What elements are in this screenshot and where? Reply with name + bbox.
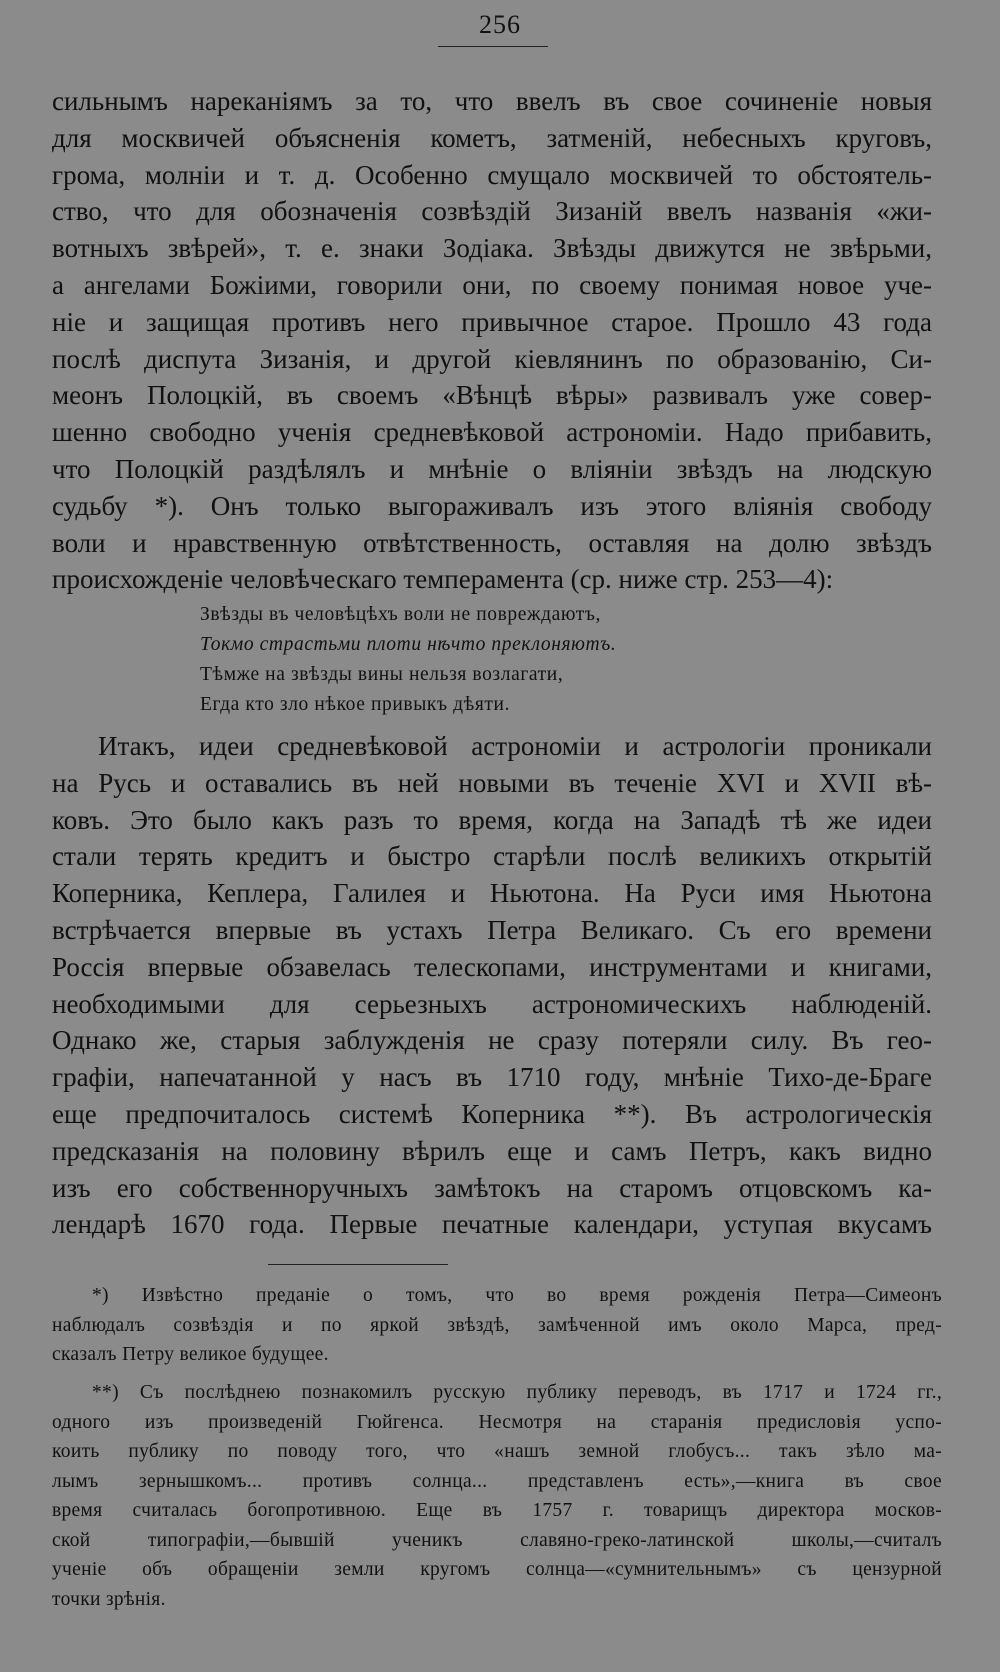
text-line: изъ его собственноручныхъ замѣтокъ на старомъ отцовскомъ ка- bbox=[52, 1172, 932, 1203]
verse-quote bbox=[200, 600, 820, 720]
text-line: воли и нравственную отвѣтственность, оставляя на долю звѣздъ bbox=[52, 527, 932, 558]
text-line: ніе и защищая противъ него привычное старое. Прошло 43 года bbox=[52, 306, 932, 337]
footnote-line: одного изъ произведеній Гюйгенса. Несмотря на старанія предисловія успо- bbox=[52, 1411, 942, 1433]
verse-line: Звѣзды въ человѣцѣхъ воли не повреждаютъ, bbox=[200, 604, 602, 625]
text-line: встрѣчается впервые въ устахъ Петра Великаго. Съ его времени bbox=[52, 914, 932, 945]
text-line: послѣ диспута Зизанія, и другой кіевлянинъ по образованію, Си- bbox=[52, 343, 932, 374]
paragraph-1 bbox=[52, 83, 932, 598]
text-line: что Полоцкій раздѣлялъ и мнѣніе о вліяніи звѣздъ на людскую bbox=[52, 453, 932, 484]
text-line: предсказанія на половину вѣрилъ еще и самъ Петръ, какъ видно bbox=[52, 1135, 932, 1166]
footnote-line: наблюдалъ созвѣздія и по яркой звѣздѣ, замѣченной имъ около Марса, пред- bbox=[52, 1314, 942, 1336]
footnote-1 bbox=[52, 1281, 942, 1370]
footnote-line: коить публику по поводу того, что «нашъ земной глобусъ... такъ зѣло ма- bbox=[52, 1441, 942, 1462]
footnote-line: *) Извѣстно преданіе о томъ, что во время рожденія Петра—Симеонъ bbox=[92, 1285, 942, 1306]
text-line: вотныхъ звѣрей», т. е. знаки Зодіака. Звѣзды движутся не звѣрьми, bbox=[52, 233, 932, 264]
text-line: Россія впервые обзавелась телескопами, инструментами и книгами, bbox=[52, 951, 932, 982]
text-line: для москвичей объясненія кометъ, затменій, небесныхъ круговъ, bbox=[52, 122, 932, 153]
text-line: ство, что для обозначенія созвѣздій Зизаній ввелъ названія «жи- bbox=[52, 196, 932, 227]
text-line: судьбу *). Онъ только выгораживалъ изъ этого вліянія свободу bbox=[52, 490, 932, 521]
text-line: шенно свободно ученія средневѣковой астрономіи. Надо прибавить, bbox=[52, 417, 932, 448]
footnote-line: точки зрѣнія. bbox=[52, 1588, 166, 1610]
text-line: стали терять кредитъ и быстро старѣли послѣ великихъ открытій bbox=[52, 841, 932, 872]
verse-line: Егда кто зло нѣкое привыкъ дѣяти. bbox=[200, 694, 511, 715]
text-line: лендарѣ 1670 года. Первые печатные календари, уступая вкусамъ bbox=[52, 1209, 932, 1240]
text-line: на Русь и оставались въ ней новыми въ теченіе XVI и XVII вѣ- bbox=[52, 767, 932, 798]
verse-line: Тѣмже на звѣзды вины нельзя возлагати, bbox=[200, 664, 564, 685]
text-line: меонъ Полоцкій, въ своемъ «Вѣнцѣ вѣры» развивалъ уже совер- bbox=[52, 380, 932, 411]
text-line: еще предпочиталось системѣ Коперника **). Въ астрологическія bbox=[52, 1098, 932, 1129]
text-line: грома, молніи и т. д. Особенно смущало москвичей то обстоятель- bbox=[52, 159, 932, 190]
text-line: графіи, напечатанной у насъ въ 1710 году, мнѣніе Тихо-де-Браге bbox=[52, 1062, 932, 1093]
footnote-line: **) Съ послѣднею познакомилъ русскую публику переводъ, въ 1717 и 1724 гг., bbox=[92, 1382, 942, 1403]
text-line: Коперника, Кеплера, Галилея и Ньютона. На Руси имя Ньютона bbox=[52, 878, 932, 909]
footnote-line: сказалъ Петру великое будущее. bbox=[52, 1344, 329, 1365]
text-line: сильнымъ нареканіямъ за то, что ввелъ въ свое сочиненіе новыя bbox=[52, 86, 932, 116]
paragraph-2 bbox=[52, 728, 932, 1243]
footnote-line: лымъ зернышкомъ... противъ солнца... представленъ есть»,—книга въ свое bbox=[52, 1470, 942, 1492]
verse-line: Токмо страстьми плоти нѣчто преклоняютъ. bbox=[200, 634, 617, 655]
footnote-line: ской типографіи,—бывшій ученикъ славяно-греко-латинской школы,—считалъ bbox=[52, 1529, 942, 1551]
text-line: происхожденіе человѣческаго темперамента (ср. ниже стр. 253—4): bbox=[52, 564, 834, 595]
text-line: а ангелами Божіими, говорили они, по своему понимая новое уче- bbox=[52, 269, 932, 300]
footnote-2 bbox=[52, 1378, 942, 1614]
page-number-rule bbox=[438, 46, 548, 47]
page-number: 256 bbox=[479, 10, 521, 39]
text-line: необходимыми для серьезныхъ астрономическихъ наблюденій. bbox=[52, 988, 932, 1019]
text-line: Итакъ, идеи средневѣковой астрономіи и астрологіи проникали bbox=[98, 731, 932, 761]
footnote-line: ученіе объ обращеніи земли кругомъ солнца—«сумнительнымъ» съ цензурной bbox=[52, 1559, 942, 1580]
text-line: ковъ. Это было какъ разъ то время, когда на Западѣ тѣ же идеи bbox=[52, 804, 932, 835]
footnote-line: время считалась богопротивною. Еще въ 1757 г. товарищъ директора москов- bbox=[52, 1500, 942, 1521]
text-line: Однако же, старыя заблужденія не сразу потеряли силу. Въ гео- bbox=[52, 1025, 932, 1056]
footnote-divider bbox=[268, 1264, 448, 1265]
